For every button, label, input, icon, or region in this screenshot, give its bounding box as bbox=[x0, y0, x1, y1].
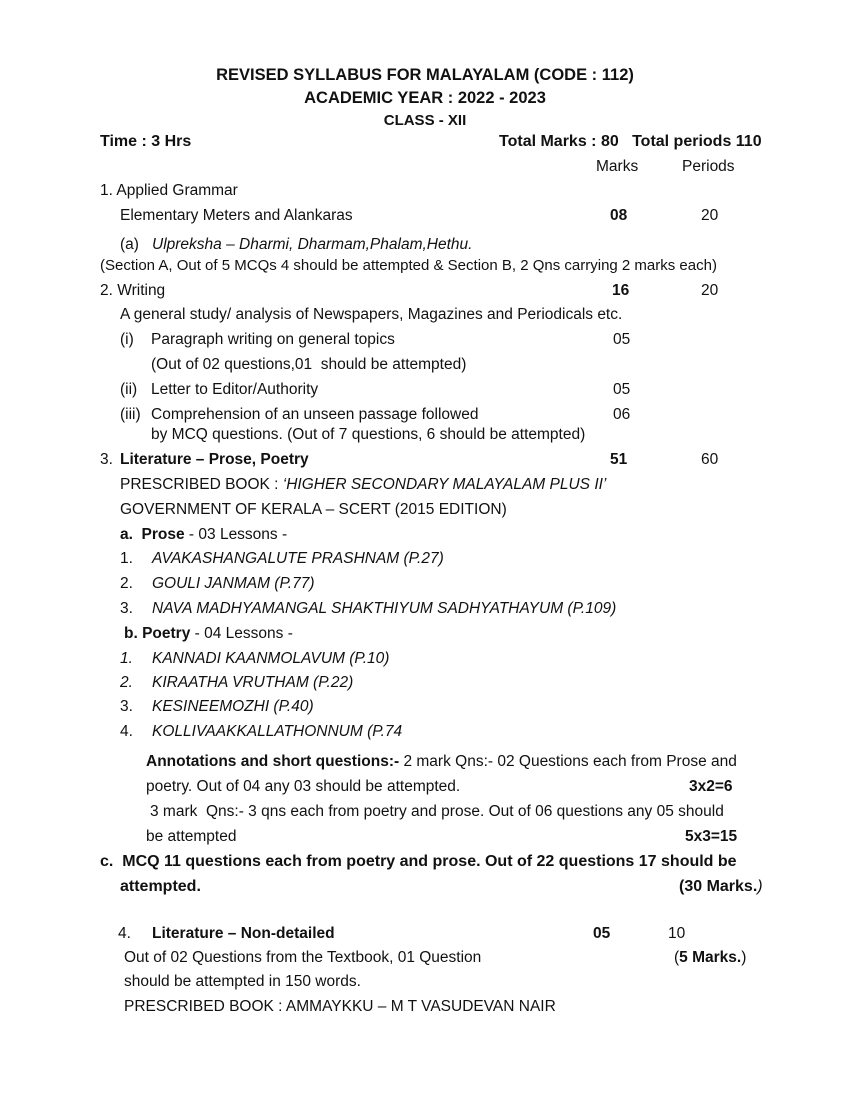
section-1-title: 1. Applied Grammar bbox=[100, 182, 238, 199]
section-4-number: 4. bbox=[118, 925, 131, 942]
academic-year: ACADEMIC YEAR : 2022 - 2023 bbox=[304, 89, 546, 107]
prose-number-1: 1. bbox=[120, 550, 133, 567]
annotations-score-1: 3x2=6 bbox=[689, 778, 733, 795]
poetry-item-3: KESINEEMOZHI (P.40) bbox=[152, 698, 314, 715]
section-2-marks: 16 bbox=[612, 282, 630, 299]
section-3-marks: 51 bbox=[610, 451, 628, 468]
prose-count: - 03 Lessons - bbox=[184, 526, 288, 543]
section-4-marks-note bbox=[674, 949, 746, 967]
annotations-line-3: 3 mark Qns:- 3 qns each from poetry and prose. Out of 06 questions any 05 should bbox=[150, 803, 724, 820]
prose-item-3: NAVA MADHYAMANGAL SHAKTHIYUM SADHYATHAYUM (P.109) bbox=[152, 600, 617, 617]
annotations-line-1 bbox=[146, 753, 737, 771]
section-3-periods: 60 bbox=[701, 451, 719, 468]
section-1-periods: 20 bbox=[701, 207, 719, 224]
marks-value: 5 Marks. bbox=[679, 949, 742, 966]
poetry-item-1: KANNADI KAANMOLAVUM (P.10) bbox=[152, 650, 390, 667]
marks-close-paren: ) bbox=[741, 949, 747, 966]
time-label: Time : 3 Hrs bbox=[100, 133, 192, 150]
section-4-periods: 10 bbox=[668, 925, 686, 942]
poetry-number-1: 1. bbox=[120, 650, 133, 667]
section-2iii-text: Comprehension of an unseen passage followed bbox=[151, 406, 479, 423]
section-2ii-label: (ii) bbox=[120, 381, 138, 398]
section-2i-note: (Out of 02 questions,01 should be attempted) bbox=[151, 356, 467, 373]
total-marks-periods: Total Marks : 80 Total periods 110 bbox=[499, 133, 762, 150]
section-4-line-2: should be attempted in 150 words. bbox=[124, 973, 361, 990]
poetry-item-2: KIRAATHA VRUTHAM (P.22) bbox=[152, 674, 354, 691]
section-3-prescribed-book bbox=[120, 476, 606, 494]
section-4-prescribed-book: PRESCRIBED BOOK : AMMAYKKU – M T VASUDEVAN NAIR bbox=[124, 998, 556, 1015]
section-2-title: 2. Writing bbox=[100, 282, 166, 299]
annotations-score-2: 5x3=15 bbox=[685, 828, 738, 845]
mcq-marks-value: (30 Marks. bbox=[679, 878, 758, 895]
prose-item-2: GOULI JANMAM (P.77) bbox=[152, 575, 315, 592]
poetry-heading bbox=[124, 625, 293, 643]
annotations-line-4: be attempted bbox=[146, 828, 237, 845]
poetry-count: - 04 Lessons - bbox=[190, 625, 293, 642]
poetry-number-3: 3. bbox=[120, 698, 133, 715]
mcq-line-2: attempted. bbox=[120, 878, 201, 895]
section-1a-label: (a) bbox=[120, 236, 139, 253]
section-3-publisher: GOVERNMENT OF KERALA – SCERT (2015 EDITION) bbox=[120, 501, 507, 518]
section-1-marks: 08 bbox=[610, 207, 628, 224]
section-2iii-label: (iii) bbox=[120, 406, 141, 423]
poetry-number-2: 2. bbox=[120, 674, 133, 691]
marks-open-paren: ( bbox=[674, 949, 680, 966]
section-1a-text: Ulpreksha – Dharmi, Dharmam,Phalam,Hethu. bbox=[152, 236, 473, 253]
annotations-label: Annotations and short questions:- bbox=[146, 753, 400, 770]
section-2-periods: 20 bbox=[701, 282, 719, 299]
prose-heading bbox=[120, 526, 287, 544]
prose-item-1: AVAKASHANGALUTE PRASHNAM (P.27) bbox=[152, 550, 444, 567]
section-2iii-note: by MCQ questions. (Out of 7 questions, 6 should be attempted) bbox=[151, 426, 586, 443]
section-1-note: (Section A, Out of 5 MCQs 4 should be attempted & Section B, 2 Qns carrying 2 marks each) bbox=[100, 257, 717, 274]
section-2iii-marks: 06 bbox=[613, 406, 631, 423]
section-4-marks: 05 bbox=[593, 925, 611, 942]
section-2i-label: (i) bbox=[120, 331, 134, 348]
prose-number-3: 3. bbox=[120, 600, 133, 617]
section-4-title: Literature – Non-detailed bbox=[152, 925, 335, 942]
book-title: ‘HIGHER SECONDARY MALAYALAM PLUS II’ bbox=[282, 476, 607, 493]
poetry-item-4: KOLLIVAAKKALLATHONNUM (P.74 bbox=[152, 723, 403, 740]
prose-label: a. Prose bbox=[120, 526, 185, 543]
section-4-line-1: Out of 02 Questions from the Textbook, 01 Question bbox=[124, 949, 482, 966]
prose-number-2: 2. bbox=[120, 575, 133, 592]
section-2-description: A general study/ analysis of Newspapers, Magazines and Periodicals etc. bbox=[120, 306, 623, 323]
section-1-subtitle: Elementary Meters and Alankaras bbox=[120, 207, 353, 224]
column-header-periods: Periods bbox=[682, 158, 735, 175]
document-title: REVISED SYLLABUS FOR MALAYALAM (CODE : 112) bbox=[216, 66, 634, 84]
annotations-line-2: poetry. Out of 04 any 03 should be attempted. bbox=[146, 778, 461, 795]
poetry-label: b. Poetry bbox=[124, 625, 191, 642]
section-2ii-text: Letter to Editor/Authority bbox=[151, 381, 319, 398]
class-label: CLASS - XII bbox=[383, 112, 467, 129]
poetry-number-4: 4. bbox=[120, 723, 133, 740]
section-2ii-marks: 05 bbox=[613, 381, 631, 398]
section-2i-marks: 05 bbox=[613, 331, 631, 348]
section-3-title: Literature – Prose, Poetry bbox=[120, 451, 309, 468]
section-2i-text: Paragraph writing on general topics bbox=[151, 331, 395, 348]
section-3-number: 3. bbox=[100, 451, 113, 468]
annotations-text: 2 mark Qns:- 02 Questions each from Prose and bbox=[399, 753, 737, 770]
mcq-marks bbox=[679, 878, 763, 896]
mcq-line-1: c. MCQ 11 questions each from poetry and prose. Out of 22 questions 17 should be bbox=[100, 853, 737, 870]
book-prefix: PRESCRIBED BOOK : bbox=[120, 476, 283, 493]
column-header-marks: Marks bbox=[596, 158, 639, 175]
mcq-marks-close: ) bbox=[757, 878, 763, 895]
